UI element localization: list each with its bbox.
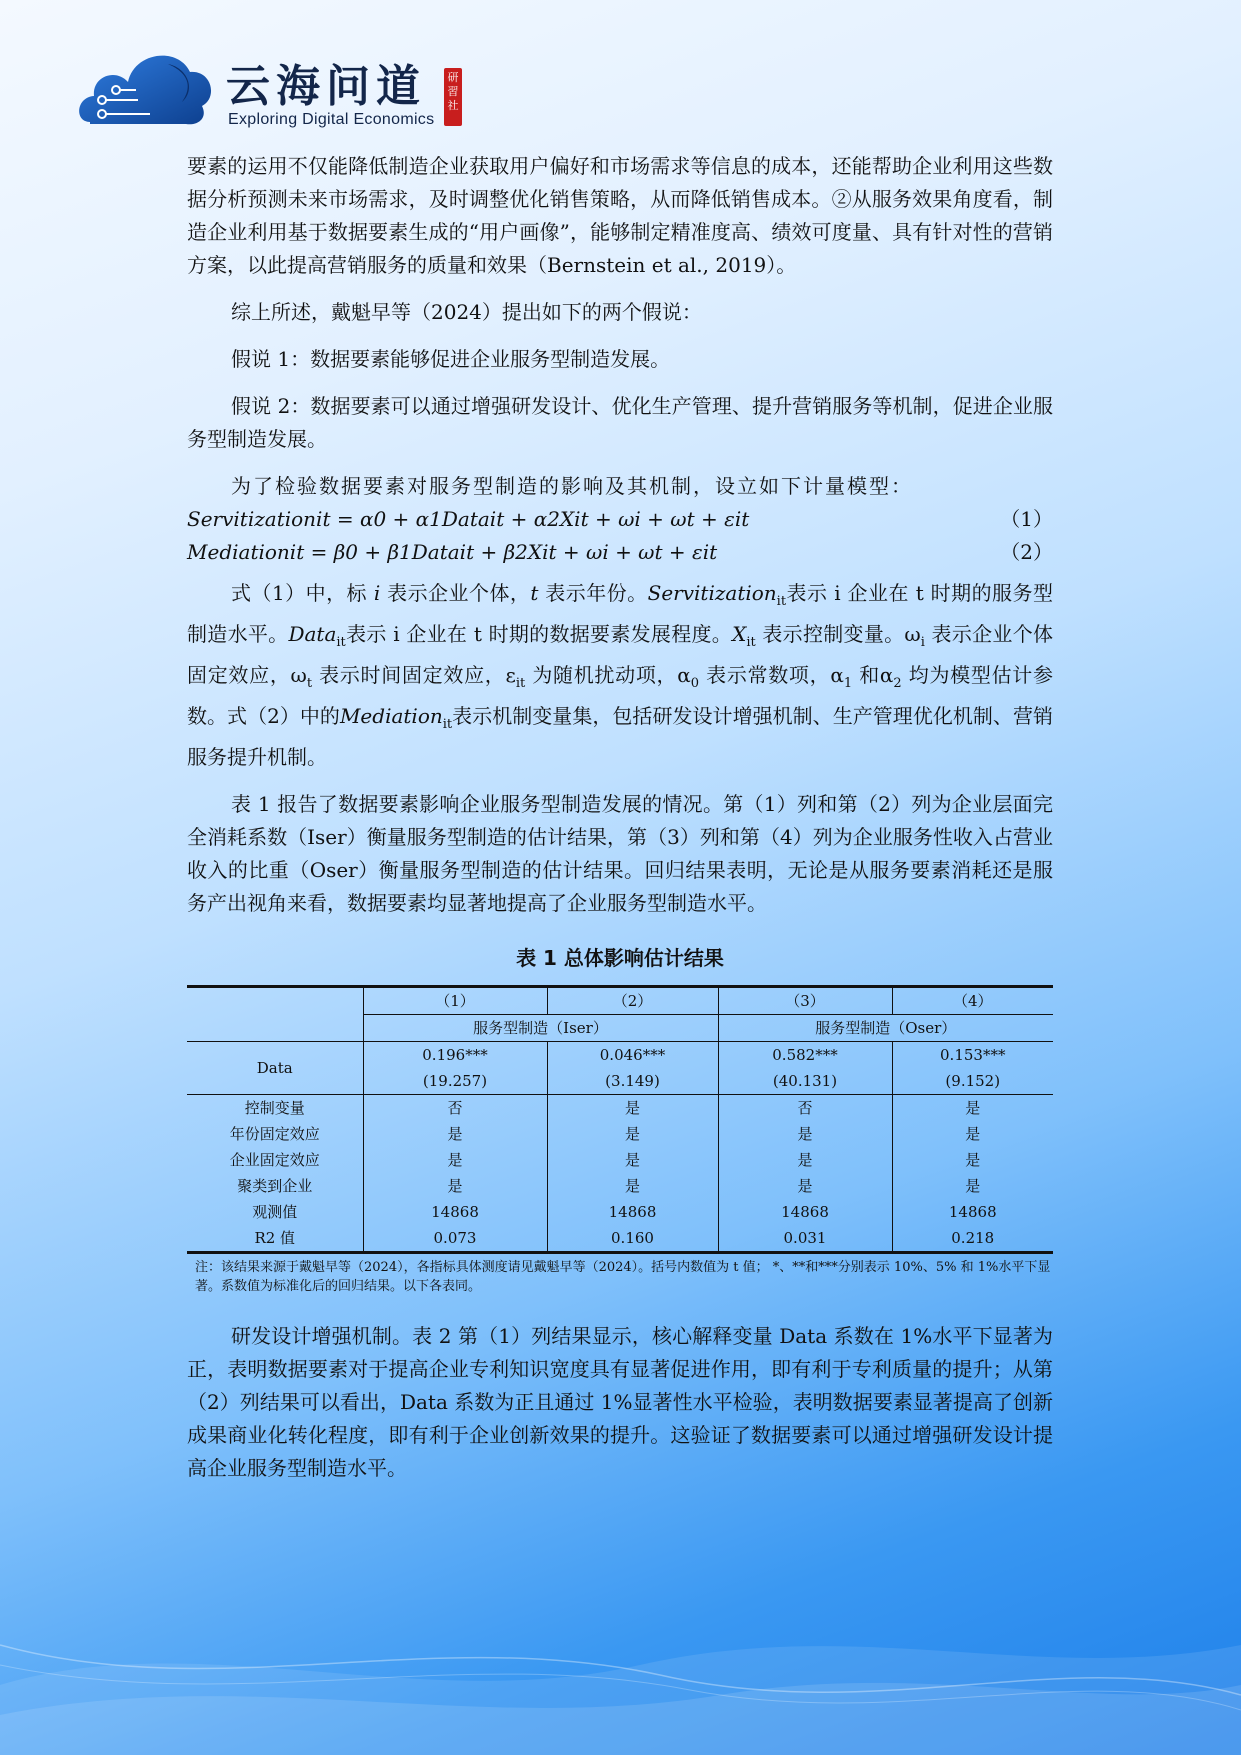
table-row (187, 1095, 1053, 1122)
table-cell: 是 (718, 1173, 892, 1199)
table-row (187, 1199, 1053, 1225)
hypothesis-2: 假说 2：数据要素可以通过增强研发设计、优化生产管理、提升营销服务等机制，促进企业服务型制造发展。 (187, 394, 1053, 451)
paragraph-variable-definitions: 式（1）中，标 i 表示企业个体，t 表示年份。Servitization$_{it}$表示 i 企业在 t 时期的服务型制造水平。Data$_{it}$表示 i 企业在 t 时期的数据要素发展程度。$X_{it}$ 表示控制变量。$\omega_i$ 表示企业个体固定效应，$\omega_t$ 表示时间固定效应，$\varepsilon_{it}$ 为随机扰动项，$\alpha_0$ 表示常数项，$\alpha_1$ 和$\alpha_2$ 均为模型估计参数。式（2）中的Mediation$_{it}$表示机制变量集，包括研发设计增强机制、生产管理优化机制、营销服务提升机制。 (187, 581, 1054, 769)
paragraph-1: 要素的运用不仅能降低制造企业获取用户偏好和市场需求等信息的成本，还能帮助企业利用这些数据分析预测未来市场需求，及时调整优化销售策略，从而降低销售成本。②从服务效果角度看，制造企业利用基于数据要素生成的“用户画像”，能够制定精准度高、绩效可度量、具有针对性的营销方案，以此提高营销服务的质量和效果（Bernstein et al., 2019）。 (187, 154, 1053, 277)
coef-cell: 0.046*** (547, 1042, 718, 1069)
wave-decoration (0, 1565, 1241, 1755)
column-header-4: （4） (892, 987, 1053, 1015)
table-cell: 是 (965, 1177, 981, 1195)
table-cell: 是 (547, 1173, 718, 1199)
results-table (187, 985, 1053, 1254)
paragraph-mechanism: 研发设计增强机制。表 2 第（1）列结果显示，核心解释变量 Data 系数在 1%水平下显著为正，表明数据要素对于提高企业专利知识宽度具有显著促进作用，即有利于专利质量的提升；从第（2）列结果可以看出，Data 系数为正且通过 1%显著性水平检验，表明数据要素显著提高了创新成果商业化转化程度，即有利于企业创新效果的提升。这验证了数据要素可以通过增强研发设计提高企业服务型制造水平。 (187, 1324, 1053, 1480)
group-header-iser: 服务型制造（Iser） (363, 1015, 718, 1042)
table-title: 表 1 总体影响估计结果 (516, 946, 724, 970)
column-header-1: （1） (363, 987, 547, 1015)
table-cell: 是 (965, 1099, 981, 1117)
table-cell: 0.218 (892, 1225, 1053, 1253)
row-label: 观测值 (187, 1199, 363, 1225)
table-row (187, 1147, 1053, 1173)
group-header-oser: 服务型制造（Oser） (718, 1015, 1053, 1042)
header-blank-cell (187, 987, 363, 1042)
equation-2-number: （2） (1000, 540, 1053, 564)
hypothesis-1: 假说 1：数据要素能够促进企业服务型制造发展。 (231, 347, 671, 371)
table-row (187, 1173, 1053, 1199)
row-label: 年份固定效应 (187, 1121, 363, 1147)
table-cell: 是 (547, 1095, 718, 1122)
table-cell: 14868 (948, 1203, 997, 1221)
table-row (187, 1225, 1053, 1253)
tstat-cell: (3.149) (547, 1068, 718, 1095)
row-label: 控制变量 (187, 1095, 363, 1122)
equation-1-number: （1） (1000, 507, 1053, 531)
equation-2-text: Mediationit = β0 + β1Datait + β2Xit + ωi + ωt + εit (187, 540, 718, 564)
table-cell: 是 (363, 1173, 547, 1199)
column-header-3: （3） (718, 987, 892, 1015)
coef-cell: 0.153*** (940, 1046, 1006, 1064)
brand-subtitle: Exploring Digital Economics (228, 111, 435, 128)
table-header-row (187, 987, 1053, 1015)
row-label-data: Data (187, 1042, 363, 1095)
table-cell: 14868 (363, 1199, 547, 1225)
brand-title: 云海问道 (226, 61, 426, 112)
table-cell: 是 (965, 1151, 981, 1169)
table-cell: 是 (718, 1121, 892, 1147)
brand-header (78, 42, 478, 132)
paragraph-model-intro: 为了检验数据要素对服务型制造的影响及其机制，设立如下计量模型： (231, 474, 913, 498)
table-cell: 否 (718, 1095, 892, 1122)
table-cell: 否 (363, 1095, 547, 1122)
table-cell: 是 (965, 1125, 981, 1143)
table-note: 注：该结果来源于戴魁早等（2024），各指标具体测度请见戴魁早等（2024）。括号内数值为 t 值； *、**和***分别表示 10%、5% 和 1%水平下显著。系数值为标准化后的回归结果。以下各表同。 (195, 1260, 1051, 1294)
tstat-cell: (9.152) (892, 1068, 1053, 1095)
table-cell: 是 (718, 1147, 892, 1173)
table-cell: 是 (547, 1147, 718, 1173)
equation-1 (187, 503, 1053, 536)
table-cell: 14868 (718, 1199, 892, 1225)
table-cell: 0.031 (718, 1225, 892, 1253)
table-row (187, 1121, 1053, 1147)
paragraph-table-description: 表 1 报告了数据要素影响企业服务型制造发展的情况。第（1）列和第（2）列为企业层面完全消耗系数（Iser）衡量服务型制造的估计结果，第（3）列和第（4）列为企业服务性收入占营业收入的比重（Oser）衡量服务型制造的估计结果。回归结果表明，无论是从服务要素消耗还是服务产出视角来看，数据要素均显著地提高了企业服务型制造水平。 (187, 792, 1053, 915)
coef-cell: 0.582*** (718, 1042, 892, 1069)
equation-2 (187, 536, 1053, 569)
article-body (187, 150, 1053, 1485)
row-label: 聚类到企业 (187, 1173, 363, 1199)
table-cell: 是 (547, 1121, 718, 1147)
table-cell: 14868 (547, 1199, 718, 1225)
tstat-cell: (40.131) (718, 1068, 892, 1095)
coef-cell: 0.196*** (363, 1042, 547, 1069)
cloud-logo (78, 42, 218, 132)
table-cell: 是 (363, 1121, 547, 1147)
equation-1-text: Servitizationit = α0 + α1Datait + α2Xit + ωi + ωt + εit (187, 507, 750, 531)
seal-stamp: 研習社 (444, 68, 462, 126)
paragraph-2: 综上所述，戴魁早等（2024）提出如下的两个假说： (231, 300, 702, 324)
tstat-cell: (19.257) (363, 1068, 547, 1095)
table-cell: 0.073 (363, 1225, 547, 1253)
row-label: R2 值 (187, 1225, 363, 1253)
table-cell: 0.160 (547, 1225, 718, 1253)
row-label: 企业固定效应 (187, 1147, 363, 1173)
column-header-2: （2） (547, 987, 718, 1015)
table-cell: 是 (363, 1147, 547, 1173)
table-row-coef (187, 1042, 1053, 1069)
